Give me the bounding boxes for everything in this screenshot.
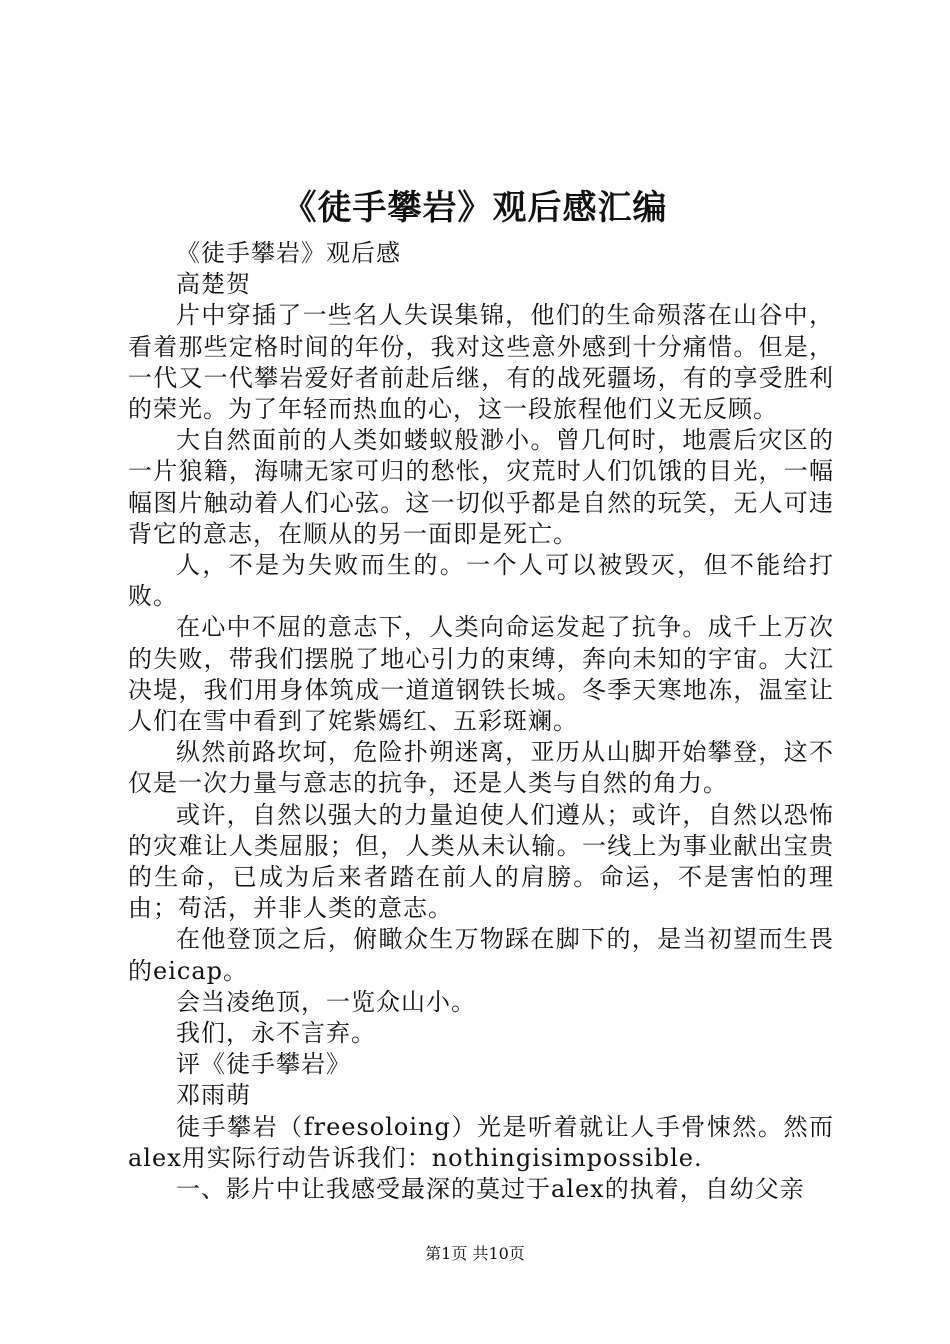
paragraph: 片中穿插了一些名人失误集锦，他们的生命殒落在山谷中，看着那些定格时间的年份，我对这些意外感到十分痛惜。但是，一代又一代攀岩爱好者前赴后继，有的战死疆场，有的享受胜利的荣光。为了年轻而热血的心，这一段旅程他们义无反顾。 (128, 301, 834, 424)
paragraph: 一、影片中让我感受最深的莫过于alex的执着，自幼父亲 (176, 1175, 805, 1204)
paragraph-author: 邓雨萌 (176, 1081, 251, 1110)
paragraph: 徒手攀岩（freesoloing）光是听着就让人手骨悚然。然而alex用实际行动告诉我们：nothingisimpossible. (128, 1112, 834, 1172)
document-title: 《徒手攀岩》观后感汇编 (282, 188, 668, 228)
paragraph: 会当凌绝顶，一览众山小。 (176, 987, 476, 1016)
paragraph: 在心中不屈的意志下，人类向命运发起了抗争。成千上万次的失败，带我们摆脱了地心引力的束缚，奔向未知的宇宙。大江决堤，我们用身体筑成一道道钢铁长城。冬季天寒地冻，温室让人们在雪中看到了姹紫嫣红、五彩斑斓。 (128, 613, 834, 736)
paragraph: 或许，自然以强大的力量迫使人们遵从；或许，自然以恐怖的灾难让人类屈服；但，人类从未认输。一线上为事业献出宝贵的生命，已成为后来者踏在前人的肩膀。命运，不是害怕的理由；苟活，并非人类的意志。 (128, 800, 834, 923)
paragraph-author: 高楚贺 (176, 270, 251, 299)
paragraph: 人，不是为失败而生的。一个人可以被毁灭，但不能给打败。 (128, 551, 834, 611)
paragraph-subtitle: 《徒手攀岩》观后感 (176, 239, 401, 267)
paragraph: 纵然前路坎坷，危险扑朔迷离，亚历从山脚开始攀登，这不仅是一次力量与意志的抗争，还是人类与自然的角力。 (128, 738, 834, 798)
paragraph: 大自然面前的人类如蝼蚁般渺小。曾几何时，地震后灾区的一片狼籍，海啸无家可归的愁怅，灾荒时人们饥饿的目光，一幅幅图片触动着人们心弦。这一切似乎都是自然的玩笑，无人可违背它的意志，在顺从的另一面即是死亡。 (128, 426, 834, 548)
paragraph: 在他登顶之后，俯瞰众生万物踩在脚下的，是当初望而生畏的eicap。 (128, 925, 834, 985)
document-body (128, 238, 834, 1205)
paragraph: 我们，永不言弃。 (176, 1019, 376, 1048)
page-number-footer: 第1页 共10页 (425, 1244, 525, 1263)
paragraph-subtitle: 评《徒手攀岩》 (176, 1050, 351, 1079)
